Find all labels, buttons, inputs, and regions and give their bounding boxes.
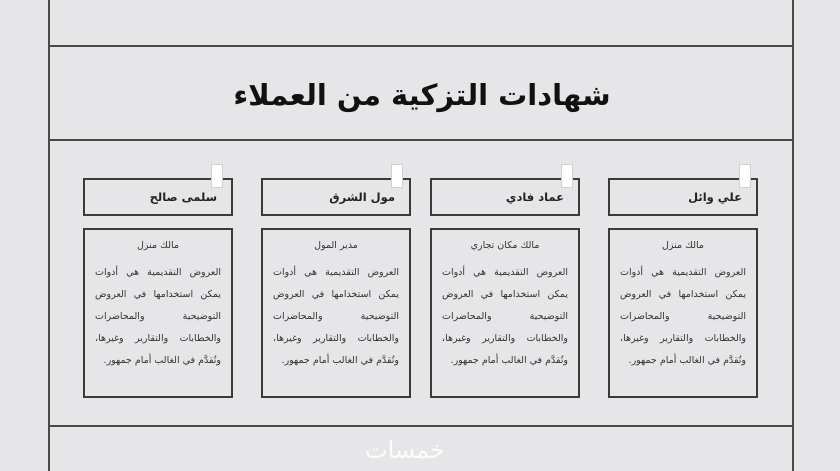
testimonial-card (430, 228, 580, 398)
testimonial-name-box: علي وائل (608, 178, 758, 216)
card-tab-marker (391, 164, 403, 188)
card-tab-marker (211, 164, 223, 188)
frame-title-divider (48, 139, 794, 141)
testimonial-name-box: عماد فادي (430, 178, 580, 216)
frame-top-line (48, 45, 794, 47)
testimonial-text: العروض التقديمية هي أدوات يمكن استخدامها في العروض التوضيحية والمحاضرات والخطابات والتقارير وغيرها، وتُقدَّم في الغالب أمام جمهور. (442, 267, 568, 366)
frame-bottom-line (48, 425, 794, 427)
testimonial-name-box: مول الشرق (261, 178, 411, 216)
testimonial-role: مدير المول (314, 240, 358, 251)
testimonial-card (608, 228, 758, 398)
testimonial-role: مالك منزل (661, 240, 704, 251)
testimonial-name-box: سلمى صالح (83, 178, 233, 216)
card-tab-marker (739, 164, 751, 188)
watermark-logo: خمسات (364, 436, 446, 464)
testimonial-text: العروض التقديمية هي أدوات يمكن استخدامها في العروض التوضيحية والمحاضرات والخطابات والتقارير وغيرها، وتُقدَّم في الغالب أمام جمهور. (620, 267, 746, 366)
testimonial-text: العروض التقديمية هي أدوات يمكن استخدامها في العروض التوضيحية والمحاضرات والخطابات والتقارير وغيرها، وتُقدَّم في الغالب أمام جمهور. (95, 267, 221, 366)
page-title: شهادات التزكية من العملاء (233, 78, 611, 112)
testimonial-card (83, 228, 233, 398)
testimonial-role: مالك مكان تجاري (470, 240, 540, 251)
testimonial-role: مالك منزل (136, 240, 179, 251)
testimonial-text: العروض التقديمية هي أدوات يمكن استخدامها في العروض التوضيحية والمحاضرات والخطابات والتقارير وغيرها، وتُقدَّم في الغالب أمام جمهور. (273, 267, 399, 366)
card-tab-marker (561, 164, 573, 188)
testimonial-card (261, 228, 411, 398)
